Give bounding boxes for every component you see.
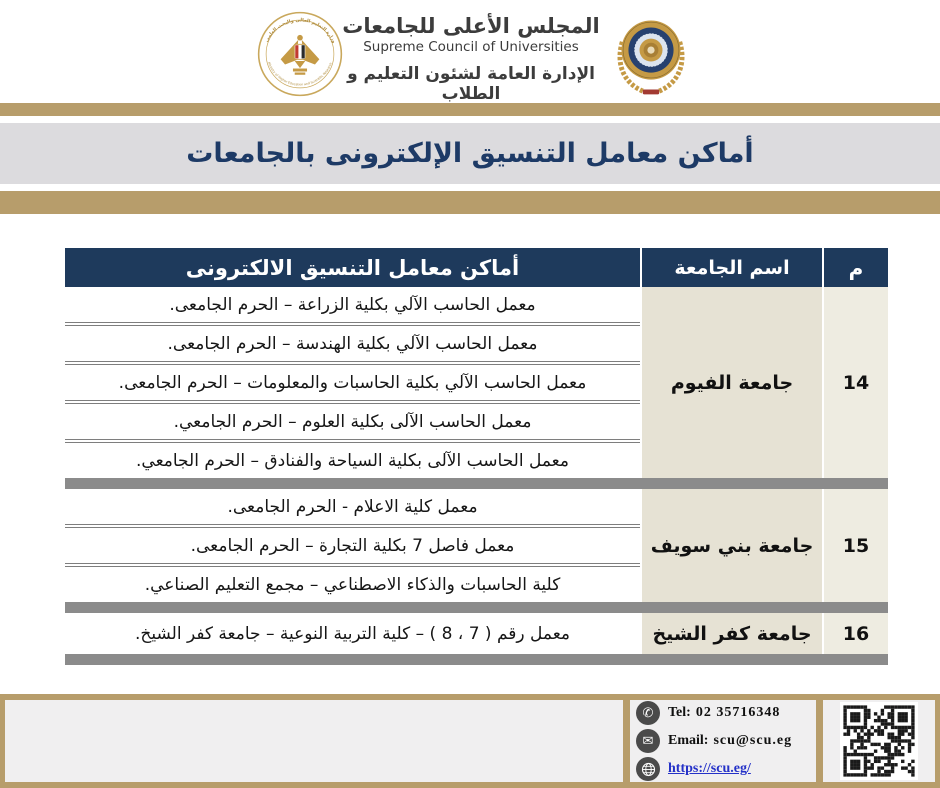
table-row-beni-suef: [65, 489, 888, 602]
footer: [0, 694, 940, 788]
email-row: [636, 729, 810, 753]
location-item: معمل الحاسب الآلي بكلية الحاسبات والمعلومات – الحرم الجامعى.: [65, 364, 640, 401]
location-item: معمل الحاسب الآلي بكلية الهندسة – الحرم الجامعى.: [65, 325, 640, 362]
row-number: 14: [822, 287, 888, 478]
contact-panel: [630, 700, 816, 782]
location-item: معمل الحاسب الآلى بكلية العلوم – الحرم الجامعي.: [65, 403, 640, 440]
email-label: Email:: [668, 733, 709, 748]
table-row-kafr-elsheikh: [65, 613, 888, 654]
website-row: [636, 757, 810, 781]
location-item: معمل رقم ( 7 ، 8 ) – كلية التربية النوعية – جامعة كفر الشيخ.: [134, 623, 571, 644]
row-number: 16: [822, 613, 888, 654]
locations-list: [65, 287, 640, 478]
phone-row: [636, 701, 810, 725]
qr-code: [840, 702, 918, 780]
title-banner: [0, 123, 940, 184]
group-separator: [65, 602, 888, 613]
university-name: جامعة كفر الشيخ: [640, 613, 822, 654]
emblem-ribbon: [643, 89, 659, 94]
qr-panel: [823, 700, 935, 782]
group-separator: [65, 478, 888, 489]
website-link[interactable]: https://scu.eg/: [668, 761, 751, 776]
globe-icon: [636, 757, 660, 781]
location-item: معمل كلية الاعلام - الحرم الجامعى.: [65, 489, 640, 525]
scu-gold-emblem-logo: [610, 12, 692, 98]
location-item: معمل الحاسب الآلى بكلية السياحة والفنادق – الحرم الجامعي.: [65, 442, 640, 478]
column-header-locations: أماكن معامل التنسيق الالكترونى: [185, 255, 520, 280]
phone-label: Tel:: [668, 705, 691, 720]
table-row-fayoum: [65, 287, 888, 478]
university-name: جامعة الفيوم: [640, 287, 822, 478]
locations-list: [65, 489, 640, 602]
column-header-number: م: [822, 248, 888, 287]
ministry-ring-text-ar: وزارة التعليم العالى والبحث العلمى: [264, 18, 336, 45]
email-icon: ✉: [636, 729, 660, 753]
page-title: أماكن معامل التنسيق الإلكترونى بالجامعات: [186, 138, 754, 169]
header: [0, 0, 940, 103]
group-separator: [65, 654, 888, 665]
location-item: كلية الحاسبات والذكاء الاصطناعي – مجمع التعليم الصناعي.: [65, 566, 640, 602]
phone-text: [668, 705, 780, 721]
locations-list: [65, 613, 640, 654]
divider-bar-top: [0, 103, 940, 116]
university-name: جامعة بني سويف: [640, 489, 822, 602]
phone-number: 02 35716348: [695, 705, 781, 720]
location-item: معمل فاصل 7 بكلية التجارة – الحرم الجامعى.: [65, 527, 640, 564]
department-name-arabic: الإدارة العامة لشئون التعليم و الطلاب: [347, 64, 595, 104]
email-address: scu@scu.eg: [713, 733, 793, 748]
column-header-university: اسم الجامعة: [640, 248, 822, 287]
ministry-eagle-logo: [256, 10, 344, 98]
footer-empty-panel: [5, 700, 623, 782]
location-item: معمل الحاسب الآلي بكلية الزراعة – الحرم الجامعى.: [65, 287, 640, 323]
ministry-ring-text-en: Ministry of Higher Education and Scientific Research: [266, 61, 333, 87]
table-header-row: [65, 248, 888, 287]
org-name-english: Supreme Council of Universities: [363, 39, 579, 55]
org-titles: [340, 14, 602, 104]
row-number: 15: [822, 489, 888, 602]
divider-bar-bottom: [0, 191, 940, 214]
org-name-arabic: المجلس الأعلى للجامعات: [342, 14, 600, 38]
universities-table: [65, 248, 888, 665]
email-text: [668, 733, 792, 749]
phone-icon: ✆: [636, 701, 660, 725]
